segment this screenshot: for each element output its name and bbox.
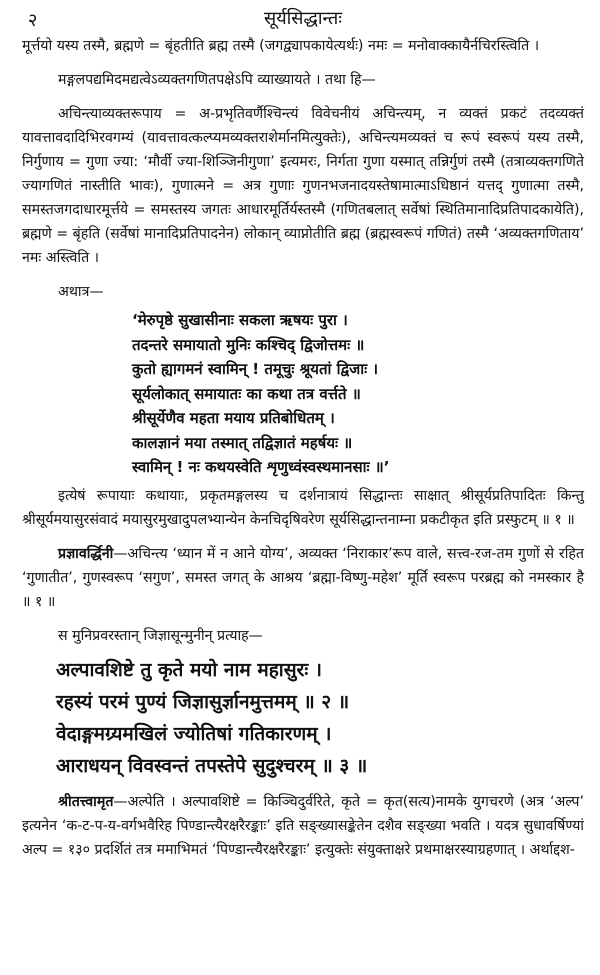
commentary-text: —अल्पेति । अल्पावशिष्टे = किञ्चिदुर्वरिते, कृते = कृत(सत्य)नामके युगचरणे (अत्र ‘अल्प’ इत्यनेन ‘क-ट-प-य-वर्गभवैरिह पिण्डान्त्यैरक्षरैरङ्काः’ इति सङ्ख्यासङ्केतेन दशैव सङ्ख्या भवति । यदत्र सुधावर्षिण्यां अल्प = १३० प्रदर्शितं तत्र ममाभिमतं ‘पिण्डान्त्यैरक्षरैरङ्काः’ इत्युक्तेः संयुक्ताक्षरे प्रथमाक्षरस्याग्रहणात् । अर्थाद्दश- xyxy=(22,793,584,858)
verse-line: रहस्यं परमं पुण्यं जिज्ञासुर्ज्ञानमुत्तमम् ॥ २ ॥ xyxy=(56,690,350,713)
commentary-text: —अचिन्त्य ‘ध्यान में न आने योग्य’, अव्यक्त ‘निराकार’रूप वाले, सत्त्व-रज-तम गुणों से रहित ‘गुणातीत’, गुणस्वरूप ‘सगुण’, समस्त जगत् के आश्रय ‘ब्रह्मा-विष्णु-महेश’ मूर्ति स्वरूप परब्रह्म को नमस्कार है ॥ १ ॥ xyxy=(22,545,584,610)
verse-line: कुतो ह्यागमनं स्वामिन् ! तमूचुः श्रूयतां द्विजाः । xyxy=(132,360,379,378)
verse-line: अल्पावशिष्टे तु कृते मयो नाम महासुरः । xyxy=(56,658,322,681)
verse-intro: स मुनिप्रवरस्तान् जिज्ञासून्मुनीन् प्रत्याह— xyxy=(58,627,263,644)
verse-line: कालज्ञानं मया तस्मात् तद्विज्ञातं महर्षयः ॥ xyxy=(132,433,353,452)
verse-line: आराधयन् विवस्वन्तं तपस्तेपे सुदुश्चरम् ॥ ३ ॥ xyxy=(56,754,368,777)
running-title: सूर्यसिद्धान्तः xyxy=(264,8,342,29)
main-verse-block xyxy=(56,654,584,782)
page-number: २ xyxy=(28,10,38,31)
sanskrit-commentary xyxy=(22,790,584,862)
commentary-paragraph: इत्येषं रूपायाः कथायाः, प्रकृतमङ्गलस्य च दर्शनात्रायं सिद्धान्तः साक्षात् श्रीसूर्यप्रतिपादितः किन्तु श्रीसूर्यमयासुरसंवादं मयासुरमुखादुपलभ्यान्येन केनचिदृषिवरेण सूर्यसिद्धान्तनाम्ना प्रकटीकृत इति प्रस्फुटम् ॥ १ ॥ xyxy=(22,487,584,528)
verse-line: ‘मेरुपृष्ठे सुखासीनाः सकला ऋषयः पुरा । xyxy=(132,311,348,329)
commentary-paragraph: मूर्त्तयो यस्य तस्मै, ब्रह्मणे = बृंहतीति ब्रह्म तस्मै (जगद्व्यापकायेत्यर्थः) नमः = मनोवाक्कायैर्नचिरस्त्विति । xyxy=(22,38,540,54)
verse-line: श्रीसूर्येणैव महता मयाय प्रतिबोधितम् । xyxy=(132,409,335,427)
commentary-label: प्रज्ञावर्द्धिनी xyxy=(58,545,114,562)
verse-line: स्वामिन् ! नः कथयस्वेति शृणुध्वंस्वस्थमानसाः ॥’ xyxy=(132,458,390,476)
hindi-commentary xyxy=(22,542,584,614)
athatra-heading: अथात्र— xyxy=(58,284,104,300)
commentary-paragraph: मङ्गलपद्यमिदमद्यत्वेऽव्यक्तगणितपक्षेऽपि व्याख्यायते । तथा हि— xyxy=(58,72,376,88)
commentary-label: श्रीतत्त्वामृत xyxy=(58,793,114,810)
verse-line: सूर्यलोकात् समायातः का कथा तत्र वर्त्तते ॥ xyxy=(132,384,361,403)
page-header xyxy=(22,6,584,34)
verse-line: तदन्तरे समायातो मुनिः कश्चिद् द्विजोत्तमः ॥ xyxy=(132,335,365,354)
commentary-paragraph: अचिन्त्याव्यक्तरूपाय = अ-प्रभृतिवर्णैश्चिन्त्यं विवेचनीयं अचिन्त्यम्, न व्यक्तं प्रकटं तदव्यक्तं यावत्तावदादिभिरवगम्यं (यावत्तावत्कल्प्यमव्यक्तराशेर्मानमित्युक्तेः), अचिन्त्यमव्यक्तं च रूपं स्वरूपं यस्य तस्मै, निर्गुणाय = गुणा ज्या: ‘मौर्वी ज्या-शिञ्जिनीगुणा’ इत्यमरः, निर्गता गुणा यस्मात् तन्निर्गुणं तस्मै (तत्राव्यक्तगणिते ज्यागणितं नास्तीति भावः), गुणात्मने = अत्र गुणाः गुणनभजनादयस्तेषामात्माऽधिष्ठानं यत्तद् गुणात्मा तस्मै, समस्तजगदाधारमूर्त्तये = समस्तस्य जगतः आधारमूर्तिर्यस्तस्मै (गणितबलात् सर्वेषां स्थितिमानादिप्रतिपादकायेति), ब्रह्मणे = बृंहति (सर्वेषां मानादिप्रतिपादनेन) लोकान् व्याप्नोतीति ब्रह्म (ब्रह्मस्वरूपं गणितं) तस्मै ‘अव्यक्तगणिताय’ नमः अस्त्विति । xyxy=(22,106,584,266)
quoted-verse-block xyxy=(132,308,584,480)
verse-line: वेदाङ्गमग्र्यमखिलं ज्योतिषां गतिकारणम् । xyxy=(56,722,332,745)
